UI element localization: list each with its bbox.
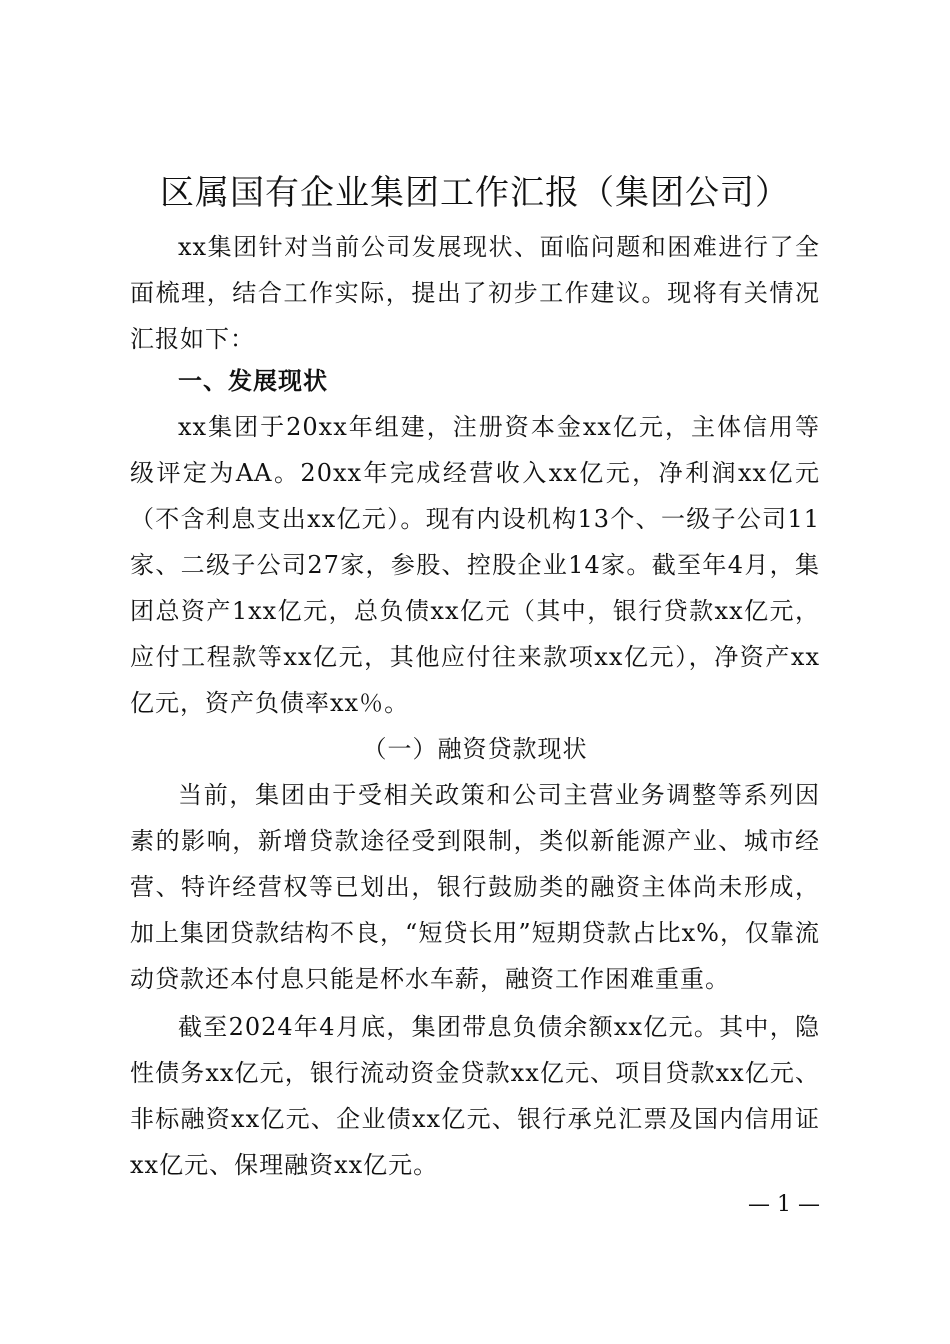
subsection-heading-financing: （一）融资贷款现状 xyxy=(362,735,588,763)
section-heading-development: 一、发展现状 xyxy=(178,366,328,395)
financing-paragraph-1: 当前，集团由于受相关政策和公司主营业务调整等系列因素的影响，新增贷款途径受到限制，类似新能源产业、城市经营、特许经营权等已划出，银行鼓励类的融资主体尚未形成，加上集团贷款结构不良，“短贷长用”短期贷款占比x%，仅靠流动贷款还本付息只能是杯水车薪，融资工作困难重重。 xyxy=(130,781,820,993)
financing-paragraph-2: 截至2024年4月底，集团带息负债余额xx亿元。其中，隐性债务xx亿元，银行流动资金贷款xx亿元、项目贷款xx亿元、非标融资xx亿元、企业债xx亿元、银行承兑汇票及国内信用证xx亿元、保理融资xx亿元。 xyxy=(130,1013,820,1179)
development-paragraph: xx集团于20xx年组建，注册资本金xx亿元，主体信用等级评定为AA。20xx年完成经营收入xx亿元，净利润xx亿元（不含利息支出xx亿元）。现有内设机构13个、一级子公司11家、二级子公司27家，参股、控股企业14家。截至年4月，集团总资产1xx亿元，总负债xx亿元（其中，银行贷款xx亿元，应付工程款等xx亿元，其他应付往来款项xx亿元），净资产xx亿元，资产负债率xx％。 xyxy=(130,413,820,717)
document-title: 区属国有企业集团工作汇报（集团公司） xyxy=(160,173,790,213)
page-number: — 1 — xyxy=(748,1192,820,1217)
intro-paragraph: xx集团针对当前公司发展现状、面临问题和困难进行了全面梳理，结合工作实际，提出了初步工作建议。现将有关情况汇报如下： xyxy=(130,233,820,353)
